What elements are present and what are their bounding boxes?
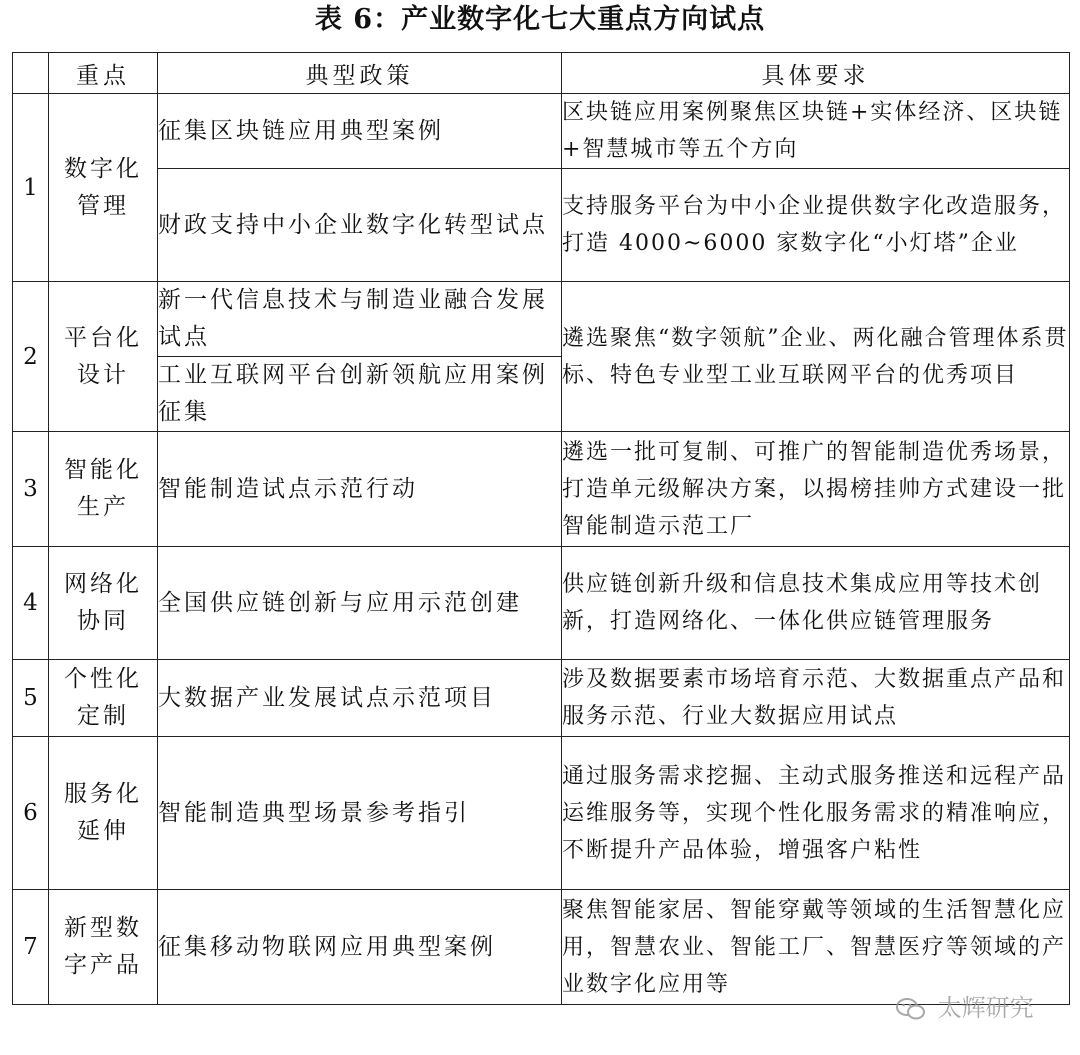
requirement-cell: 供应链创新升级和信息技术集成应用等技术创新，打造网络化、一体化供应链管理服务 [562,547,1070,660]
watermark-text: 太辉研究 [937,994,1034,1022]
requirement-cell: 遴选聚焦“数字领航”企业、两化融合管理体系贯标、特色专业型工业互联网平台的优秀项目 [562,282,1070,432]
pilot-table [12,52,1070,1005]
focus-cell: 智能化生产 [49,432,158,547]
policy-cell: 征集移动物联网应用典型案例 [158,890,562,1005]
table-row [13,169,1070,282]
requirement-cell: 遴选一批可复制、可推广的智能制造优秀场景，打造单元级解决方案，以揭榜挂帅方式建设一批智能制造示范工厂 [562,432,1070,547]
table-row [13,737,1070,890]
table-row [13,432,1070,547]
requirement-cell: 聚焦智能家居、智能穿戴等领域的生活智慧化应用，智慧农业、智能工厂、智慧医疗等领域的产业数字化应用等 [562,890,1070,1005]
row-number: 2 [13,282,49,432]
policy-cell: 征集区块链应用典型案例 [158,94,562,169]
header-policy: 典型政策 [158,53,562,94]
table-row [13,547,1070,660]
table-title: 表 6：产业数字化七大重点方向试点 [314,4,766,35]
focus-cell: 平台化设计 [49,282,158,432]
row-number: 7 [13,890,49,1005]
table-row [13,282,1070,357]
focus-cell: 个性化定制 [49,660,158,737]
focus-cell: 数字化管理 [49,94,158,282]
watermark [896,988,1034,1023]
requirement-cell: 支持服务平台为中小企业提供数字化改造服务，打造 4000~6000 家数字化“小灯塔”企业 [562,169,1070,282]
policy-cell: 新一代信息技术与制造业融合发展试点 [158,282,562,357]
table-row [13,94,1070,169]
header-index [13,53,49,94]
row-number: 3 [13,432,49,547]
policy-cell: 大数据产业发展试点示范项目 [158,660,562,737]
header-requirement: 具体要求 [562,53,1070,94]
policy-cell: 财政支持中小企业数字化转型试点 [158,169,562,282]
focus-cell: 新型数字产品 [49,890,158,1005]
policy-cell: 智能制造典型场景参考指引 [158,737,562,890]
header-row [13,53,1070,94]
focus-cell: 网络化协同 [49,547,158,660]
row-number: 4 [13,547,49,660]
policy-cell: 智能制造试点示范行动 [158,432,562,547]
policy-cell: 全国供应链创新与应用示范创建 [158,547,562,660]
header-focus: 重点 [49,53,158,94]
table-row [13,660,1070,737]
row-number: 5 [13,660,49,737]
requirement-cell: 区块链应用案例聚焦区块链+实体经济、区块链+智慧城市等五个方向 [562,94,1070,169]
wechat-icon [896,997,926,1021]
requirement-cell: 涉及数据要素市场培育示范、大数据重点产品和服务示范、行业大数据应用试点 [562,660,1070,737]
policy-cell: 工业互联网平台创新领航应用案例征集 [158,357,562,432]
row-number: 1 [13,94,49,282]
row-number: 6 [13,737,49,890]
focus-cell: 服务化延伸 [49,737,158,890]
requirement-cell: 通过服务需求挖掘、主动式服务推送和远程产品运维服务等，实现个性化服务需求的精准响应，不断提升产品体验，增强客户粘性 [562,737,1070,890]
